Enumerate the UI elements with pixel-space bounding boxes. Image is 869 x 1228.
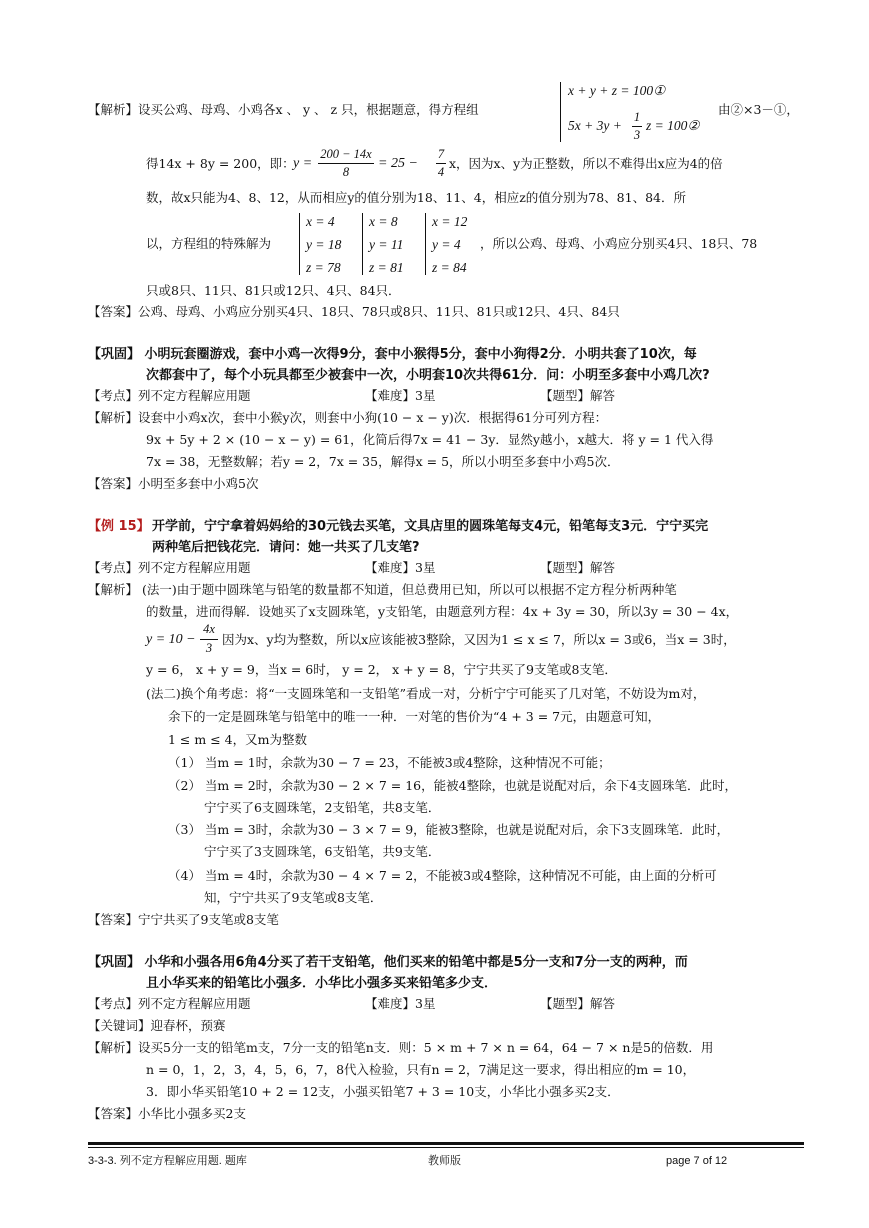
difficulty-label: 【难度】3星 [365,560,436,575]
footer-rule-thin [88,1147,804,1148]
analysis-line: 只或8只、11只、81只或12只、4只、84只． [146,283,401,298]
fraction-denominator: 3 [633,128,641,142]
system-row: z = 100② [646,118,700,133]
solution-row: z = 81 [369,260,404,275]
question-type-label: 【题型】解答 [540,560,616,575]
fraction-numerator: 7 [437,147,445,161]
analysis-line: 得14x + 8y = 200，即： [146,156,295,171]
case-line: （4） 当m = 4时，余款为30 − 4 × 7 = 2，不能被3或4整除，这种情况不可能，由上面的分析可 [168,868,717,883]
answer-line: 【答案】公鸡、母鸡、小鸡应分别买4只、18只、78只或8只、11只、81只或12只、4只、84只 [88,304,620,319]
fraction-bar [318,163,374,164]
analysis-line: 1 ≤ m ≤ 4，又m为整数 [168,732,307,747]
solution-row: x = 12 [432,214,468,229]
topic-label: 【考点】列不定方程解应用题 [88,560,251,575]
answer-line: 【答案】宁宁共买了9支笔或8支笔 [88,912,279,927]
analysis-line: 【解析】设买5分一支的铅笔m支，7分一支的铅笔n支．则：5 × m + 7 × n = 64，64 − 7 × n是5的倍数．用 [88,1040,714,1055]
footer-rule-thick [88,1142,804,1145]
question-type-label: 【题型】解答 [540,388,616,403]
analysis-line: 的数量，进而得解．设她买了x支圆珠笔，y支铅笔，由题意列方程：4x + 3y = 30，所以3y = 30 − 4x， [146,604,739,619]
case-line: （2） 当m = 2时，余款为30 − 2 × 7 = 16，能被4整除，也就是说配对后，余下4支圆珠笔．此时， [168,778,738,793]
analysis-line: 7x = 38，无整数解；若y = 2，7x = 35，解得x = 5，所以小明至多套中小鸡5次． [146,454,620,469]
fraction-bar [200,639,218,640]
difficulty-label: 【难度】3星 [365,388,436,403]
analysis-line: 9x + 5y + 2 × (10 − x − y) = 61，化简后得7x = 41 − 3y．显然y越小，x越大．将 y = 1 代入得 [146,432,714,447]
analysis-line: y = 6， x + y = 9，当x = 6时， y = 2， x + y = 8，宁宁共买了9支笔或8支笔． [146,662,617,677]
analysis-line: (法二)换个角考虑：将“一支圆珠笔和一支铅笔”看成一对，分析宁宁可能买了几对笔，不妨设为m对， [146,686,706,701]
fraction-numerator: 200 − 14x [320,147,372,161]
analysis-line: 余下的一定是圆珠笔与铅笔中的唯一一种．一对笔的售价为“4 + 3 = 7元，由题意可知， [168,709,661,724]
fraction-denominator: 8 [342,165,350,179]
system-row: 5x + 3y + [568,118,622,133]
case-line: 宁宁买了3支圆珠笔，6支铅笔，共9支笔． [204,844,441,859]
system-row: x + y + z = 100① [568,83,666,98]
case-line: 知，宁宁共买了9支笔或8支笔． [204,890,383,905]
solution-row: z = 78 [306,260,341,275]
case-line: （3） 当m = 3时，余款为30 − 3 × 7 = 9，能被3整除，也就是说配对后，余下3支圆珠笔．此时， [168,822,730,837]
question-line: 两种笔后把钱花完．请问：她一共买了几支笔? [152,540,420,555]
math-text: = 25 − [378,156,418,171]
analysis-line: n = 0，1，2，3，4，5，6，7，8代入检验，只有n = 2，7满足这一要求，得出相应的m = 10， [146,1062,696,1077]
answer-line: 【答案】小华比小强多买2支 [88,1106,246,1121]
keywords-label: 【关键词】迎春杯，预赛 [88,1018,226,1033]
fraction-bar [632,126,642,127]
fraction-numerator: 4x [203,622,215,636]
solution-brace [425,213,426,275]
fraction-bar [436,163,446,164]
fraction-numerator: 1 [633,110,641,124]
question-line: 【巩固】 小华和小强各用6角4分买了若干支铅笔，他们买来的铅笔中都是5分一支和7分一支的两种，而 [88,955,688,970]
solution-row: y = 18 [306,237,342,252]
analysis-line: ，所以公鸡、母鸡、小鸡应分别买4只、18只、78 [480,236,758,251]
answer-line: 【答案】小明至多套中小鸡5次 [88,476,259,491]
topic-label: 【考点】列不定方程解应用题 [88,388,251,403]
example-tag: 【例 15】 [88,519,150,534]
fraction-denominator: 4 [437,165,445,179]
question-line: 【巩固】 小明玩套圈游戏，套中小鸡一次得9分，套中小猴得5分，套中小狗得2分．小明共套了10次，每 [88,347,697,362]
question-line: 次都套中了，每个小玩具都至少被套中一次，小明套10次共得61分．问：小明至多套中小鸡几次? [146,368,710,383]
footer-edition: 教师版 [428,1155,461,1167]
solution-brace [299,213,300,275]
math-text: y = [293,156,313,171]
topic-label: 【考点】列不定方程解应用题 [88,996,251,1011]
solution-row: z = 84 [432,260,467,275]
analysis-line: 【解析】设买公鸡、母鸡、小鸡各x 、 y 、 z 只，根据题意，得方程组 [88,102,479,117]
footer-page-number: page 7 of 12 [666,1155,728,1167]
analysis-line: 【解析】设套中小鸡x次，套中小猴y次，则套中小狗(10 − x − y)次．根据得61分可列方程： [88,410,608,425]
solution-row: y = 4 [432,237,461,252]
difficulty-label: 【难度】3星 [365,996,436,1011]
case-line: 宁宁买了6支圆珠笔，2支铅笔，共8支笔． [204,800,441,815]
case-line: （1） 当m = 1时，余款为30 − 7 = 23，不能被3或4整除，这种情况不可能； [168,755,611,770]
analysis-line: 因为x、y均为整数，所以x应该能被3整除，又因为1 ≤ x ≤ 7，所以x = 3或6，当x = 3时， [222,632,736,647]
footer-doc-title: 3-3-3. 列不定方程解应用题. 题库 [88,1155,247,1167]
analysis-line: 【解析】 (法一)由于题中圆珠笔与铅笔的数量都不知道，但总费用已知，所以可以根据不定方程分析两种笔 [88,582,677,597]
solution-row: y = 11 [369,237,404,252]
analysis-line: 由②×3－①， [718,102,799,117]
solution-row: x = 8 [369,214,398,229]
question-line: 开学前，宁宁拿着妈妈给的30元钱去买笔，文具店里的圆珠笔每支4元，铅笔每支3元．宁宁买完 [152,519,709,534]
analysis-line: 以，方程组的特殊解为 [146,236,272,251]
question-line: 且小华买来的铅笔比小强多．小华比小强多买来铅笔多少支． [146,976,498,991]
analysis-line: 数，故x只能为4、8、12，从而相应y的值分别为18、11、4，相应z的值分别为78、81、84．所 [146,190,686,205]
fraction-denominator: 3 [205,641,213,655]
equation-system-brace [560,82,561,142]
analysis-line: x，因为x、y为正整数，所以不难得出x应为4的倍 [449,156,723,171]
solution-brace [362,213,363,275]
analysis-line: 3．即小华买铅笔10 + 2 = 12支，小强买铅笔7 + 3 = 10支，小华比小强多买2支． [146,1084,620,1099]
question-type-label: 【题型】解答 [540,996,616,1011]
math-text: y = 10 − [146,632,196,647]
solution-row: x = 4 [306,214,335,229]
